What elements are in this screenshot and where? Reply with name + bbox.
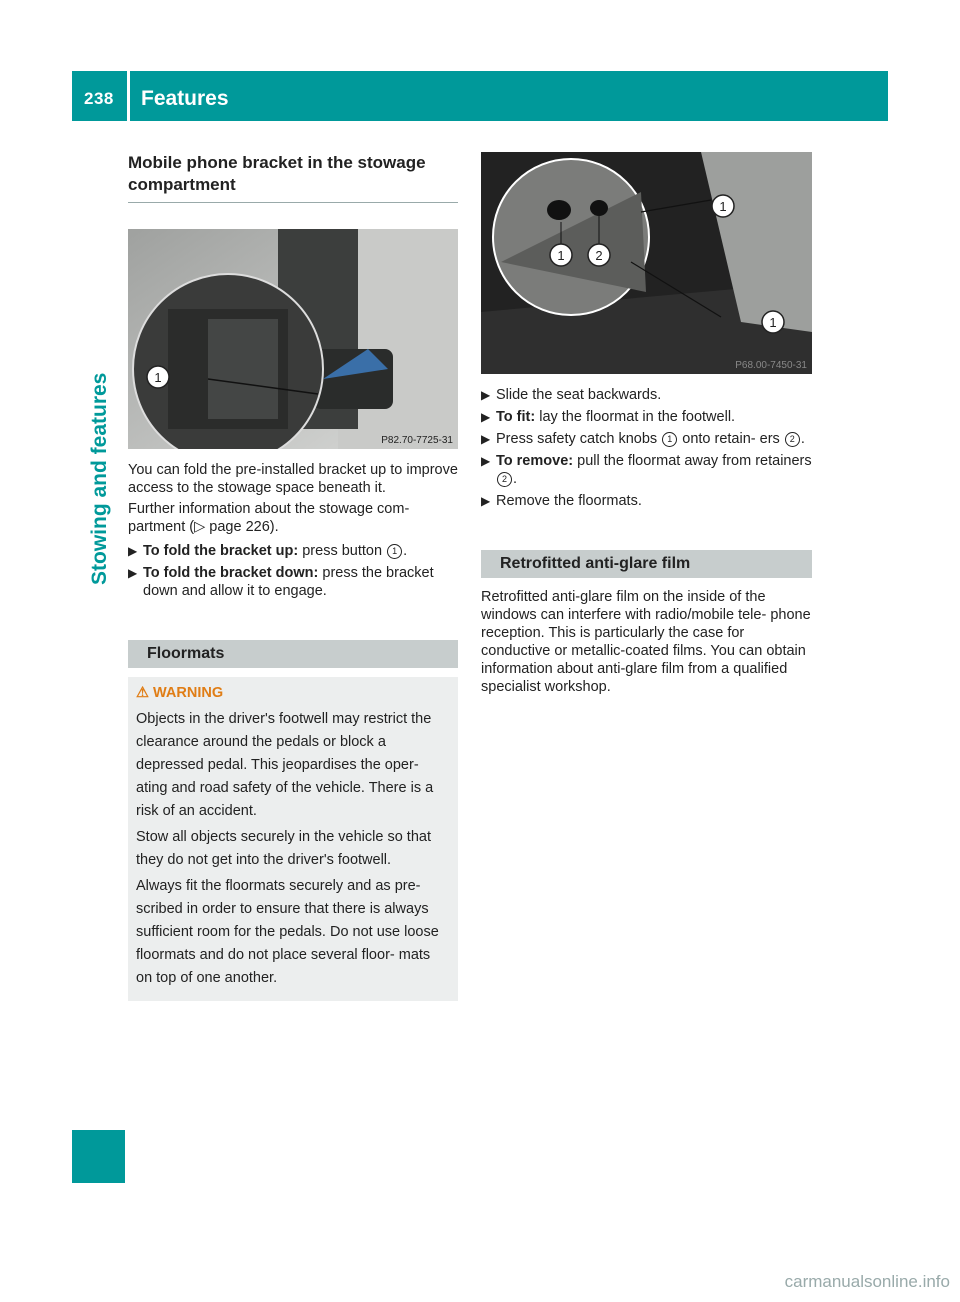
bracket-image [128,229,458,449]
step-fold-down: ▶ To fold the bracket down: press the bracket down and allow it to engage. [128,565,434,599]
floormat-illustration [481,152,812,374]
svg-text:1: 1 [557,248,565,263]
footer-site: carmanualsonline.info [784,1272,950,1291]
svg-text:2: 2 [595,248,603,263]
step-press-knobs: ▶ Press safety catch knobs 1 onto retain- ers 2 . [481,431,805,447]
floormats-heading: Floormats [128,640,458,668]
page-link[interactable]: page 226 [209,519,270,535]
bracket-illustration [128,229,458,449]
right-column [481,152,812,696]
sidebar-label: Stowing and features [88,372,111,585]
image-code-right: P68.00-7450-31 [735,360,807,371]
left-column [128,152,458,1001]
image-code: P82.70-7725-31 [381,435,453,446]
section-title-bracket: Mobile phone bracket in the stowage compartment [128,152,458,203]
header-divider [127,71,130,121]
warning-box [128,677,458,1001]
further-info: Further information about the stowage com- partment (▷ page 226). [128,501,410,535]
svg-text:1: 1 [719,199,727,214]
page-title: Features [141,87,229,110]
step-slide-seat: ▶ Slide the seat backwards. [481,387,662,403]
step-to-remove: ▶ To remove: pull the floormat away from retainers 2 . [481,453,812,487]
svg-text:1: 1 [769,315,777,330]
antiglare-text: Retrofitted anti-glare film on the inside of the windows can interfere with radio/mobile tele- phone reception. This is particularly the case for conductive or metallic-coated films. You can obtain information about anti-glare film from a qualified specialist workshop. [481,589,811,695]
step-fold-up: ▶ To fold the bracket up: press button 1 . [128,543,408,559]
warning-p1: Objects in the driver's footwell may restrict the clearance around the pedals or block a depressed pedal. This jeopardises the oper- ating and road safety of the vehicle. There is a risk of an accident. [136,711,434,819]
warning-icon: ⚠ [136,685,149,701]
floormat-image [481,152,812,374]
intro-text: You can fold the pre-installed bracket up to improve access to the stowage space beneath it. [128,462,458,496]
warning-p3: Always fit the floormats securely and as pre- scribed in order to ensure that there is always sufficient room for the pedals. Do not use loose floormats and do not place several floor- mats on top of one another. [136,878,439,986]
step-remove-floormats: ▶ Remove the floormats. [481,493,642,509]
sidebar-block [72,1130,125,1183]
warning-p2: Stow all objects securely in the vehicle so that they do not get into the driver's footwell. [136,829,431,868]
step-to-fit: ▶ To fit: lay the floormat in the footwell. [481,409,736,425]
warning-title: ⚠ WARNING [136,685,224,701]
marker-1: 1 [154,370,162,385]
page-number: 238 [84,89,114,108]
antiglare-heading: Retrofitted anti-glare film [481,550,812,578]
